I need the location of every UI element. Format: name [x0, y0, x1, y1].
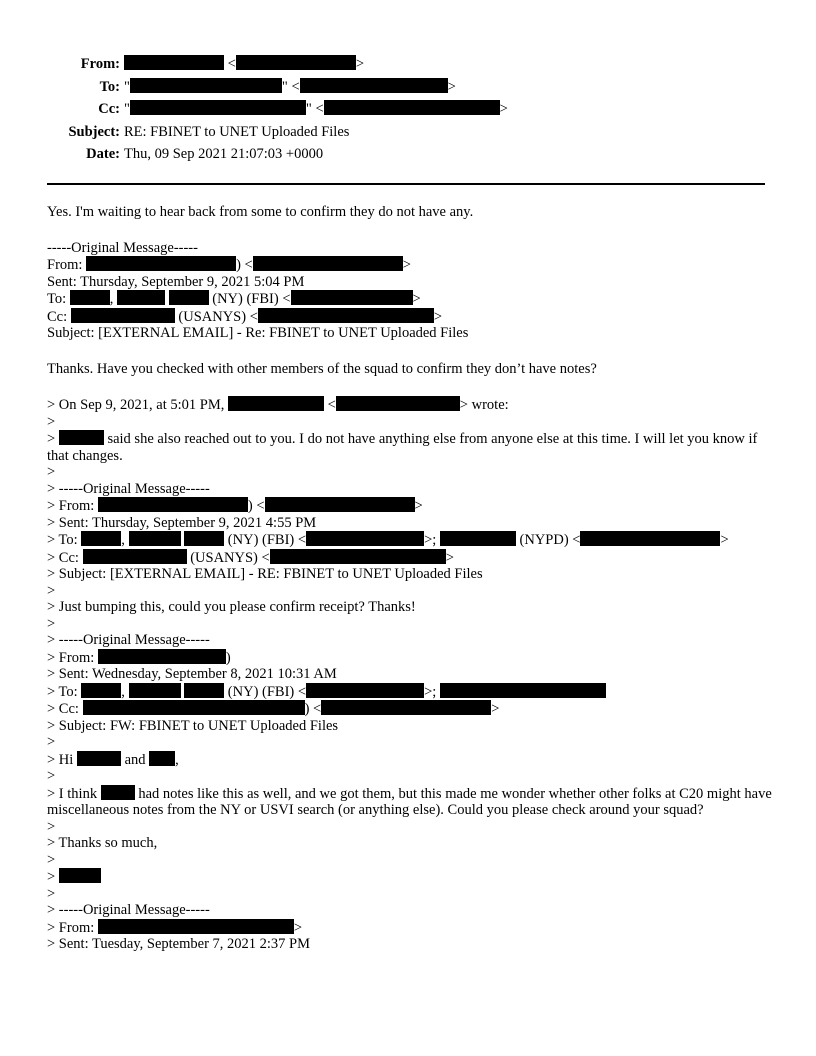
redaction	[306, 531, 424, 546]
quote-blank: >	[47, 615, 56, 632]
redaction	[306, 683, 424, 698]
msg3-greeting: > Hi and ,	[47, 751, 179, 768]
redaction	[130, 78, 282, 93]
msg1-body: Thanks. Have you checked with other members of the squad to confirm they don’t have notes?	[47, 360, 597, 377]
redaction	[59, 430, 104, 445]
redaction	[129, 683, 181, 698]
redaction	[265, 497, 415, 512]
redaction	[70, 290, 110, 305]
date-value: Thu, 09 Sep 2021 21:07:03 +0000	[124, 146, 324, 162]
msg3-from: > From: )	[47, 649, 231, 666]
msg1-cc: Cc: (USANYS) < >	[47, 308, 443, 325]
msg2-body: > Just bumping this, could you please confirm receipt? Thanks!	[47, 599, 416, 615]
quote1-text: > said she also reached out to you. I do not have anything else from anyone else at this time. I will let you know if that changes.	[47, 431, 758, 464]
redaction	[83, 700, 305, 715]
email-header	[50, 53, 508, 166]
redaction	[71, 308, 175, 323]
original-message-marker: -----Original Message-----	[47, 239, 198, 256]
header-divider	[47, 183, 765, 185]
quote-blank: >	[47, 734, 56, 750]
quote-blank: >	[47, 582, 56, 599]
msg4-sent: > Sent: Tuesday, September 7, 2021 2:37 PM	[47, 936, 311, 952]
header-to-row: To: " " < >	[50, 76, 508, 99]
redaction	[98, 919, 294, 934]
cc-label: Cc:	[98, 101, 120, 117]
msg3-body: > I think had notes like this as well, and we got them, but this made me wonder whether other folks at C20 might have miscellaneous notes from the NY or USVI search (or anything else). Could you please check around your squad?	[47, 785, 772, 818]
redaction	[77, 751, 121, 766]
msg2-cc: > Cc: (USANYS) < >	[47, 549, 454, 566]
redaction	[184, 683, 224, 698]
redaction	[300, 78, 448, 93]
msg2-subject: > Subject: [EXTERNAL EMAIL] - RE: FBINET to UNET Uploaded Files	[47, 566, 483, 582]
original-message-marker: > -----Original Message-----	[47, 632, 210, 648]
quote-blank: >	[47, 768, 56, 784]
msg2-sent: > Sent: Thursday, September 9, 2021 4:55 PM	[47, 514, 317, 531]
original-message-marker: > -----Original Message-----	[47, 480, 210, 497]
redaction	[59, 868, 101, 883]
redaction	[336, 396, 460, 411]
redaction	[324, 100, 500, 115]
msg3-signature: >	[47, 868, 777, 886]
redaction	[270, 549, 446, 564]
quote-blank: >	[47, 818, 56, 835]
redaction	[440, 531, 516, 546]
email-body	[47, 204, 777, 953]
header-subject-row	[50, 121, 508, 144]
redaction	[83, 549, 187, 564]
msg1-to: To: , (NY) (FBI) < >	[47, 291, 421, 307]
quote-blank: >	[47, 413, 56, 430]
redaction	[149, 751, 175, 766]
redaction	[258, 308, 434, 323]
redaction	[101, 785, 135, 800]
redaction	[321, 700, 491, 715]
redaction	[98, 497, 248, 512]
redaction	[169, 290, 209, 305]
msg4-from: > From: >	[47, 919, 303, 936]
date-label: Date:	[86, 146, 120, 162]
msg1-from: From: ) < >	[47, 257, 411, 273]
redaction	[98, 649, 226, 664]
msg2-to: > To: , (NY) (FBI) < >; (NYPD) < >	[47, 532, 729, 548]
msg1-sent: Sent: Thursday, September 9, 2021 5:04 PM	[47, 273, 305, 290]
redaction	[228, 396, 324, 411]
quote1-intro: > On Sep 9, 2021, at 5:01 PM, < > wrote:	[47, 397, 509, 413]
msg2-from: > From: ) < >	[47, 498, 423, 514]
redaction	[81, 531, 121, 546]
quote-blank: >	[47, 851, 56, 868]
redaction	[291, 290, 413, 305]
redaction	[580, 531, 720, 546]
to-label: To:	[99, 78, 120, 95]
reply-text: Yes. I'm waiting to hear back from some to confirm they do not have any.	[47, 204, 474, 220]
redaction	[440, 683, 606, 698]
quote-blank: >	[47, 464, 56, 480]
quote-blank: >	[47, 885, 56, 902]
redaction	[117, 290, 165, 305]
msg3-subject: > Subject: FW: FBINET to UNET Uploaded Files	[47, 717, 339, 734]
redaction	[81, 683, 121, 698]
original-message-marker: > -----Original Message-----	[47, 902, 210, 918]
msg3-to: > To: , (NY) (FBI) < >;	[47, 683, 777, 701]
redaction	[130, 100, 306, 115]
redaction	[253, 256, 403, 271]
msg1-subject: Subject: [EXTERNAL EMAIL] - Re: FBINET to UNET Uploaded Files	[47, 325, 469, 341]
msg3-cc: > Cc: ) < >	[47, 701, 500, 717]
redaction	[124, 55, 224, 70]
from-label: From:	[80, 56, 120, 72]
header-date-row	[50, 143, 508, 166]
redaction	[236, 55, 356, 70]
header-from-row: From: < >	[50, 53, 508, 76]
header-cc-row: Cc: " " < >	[50, 98, 508, 121]
redaction	[86, 256, 236, 271]
redaction	[129, 531, 181, 546]
msg3-sent: > Sent: Wednesday, September 8, 2021 10:31 AM	[47, 666, 337, 682]
msg3-thanks: > Thanks so much,	[47, 835, 158, 851]
subject-value: RE: FBINET to UNET Uploaded Files	[124, 123, 350, 140]
subject-label: Subject:	[68, 123, 120, 140]
redaction	[184, 531, 224, 546]
